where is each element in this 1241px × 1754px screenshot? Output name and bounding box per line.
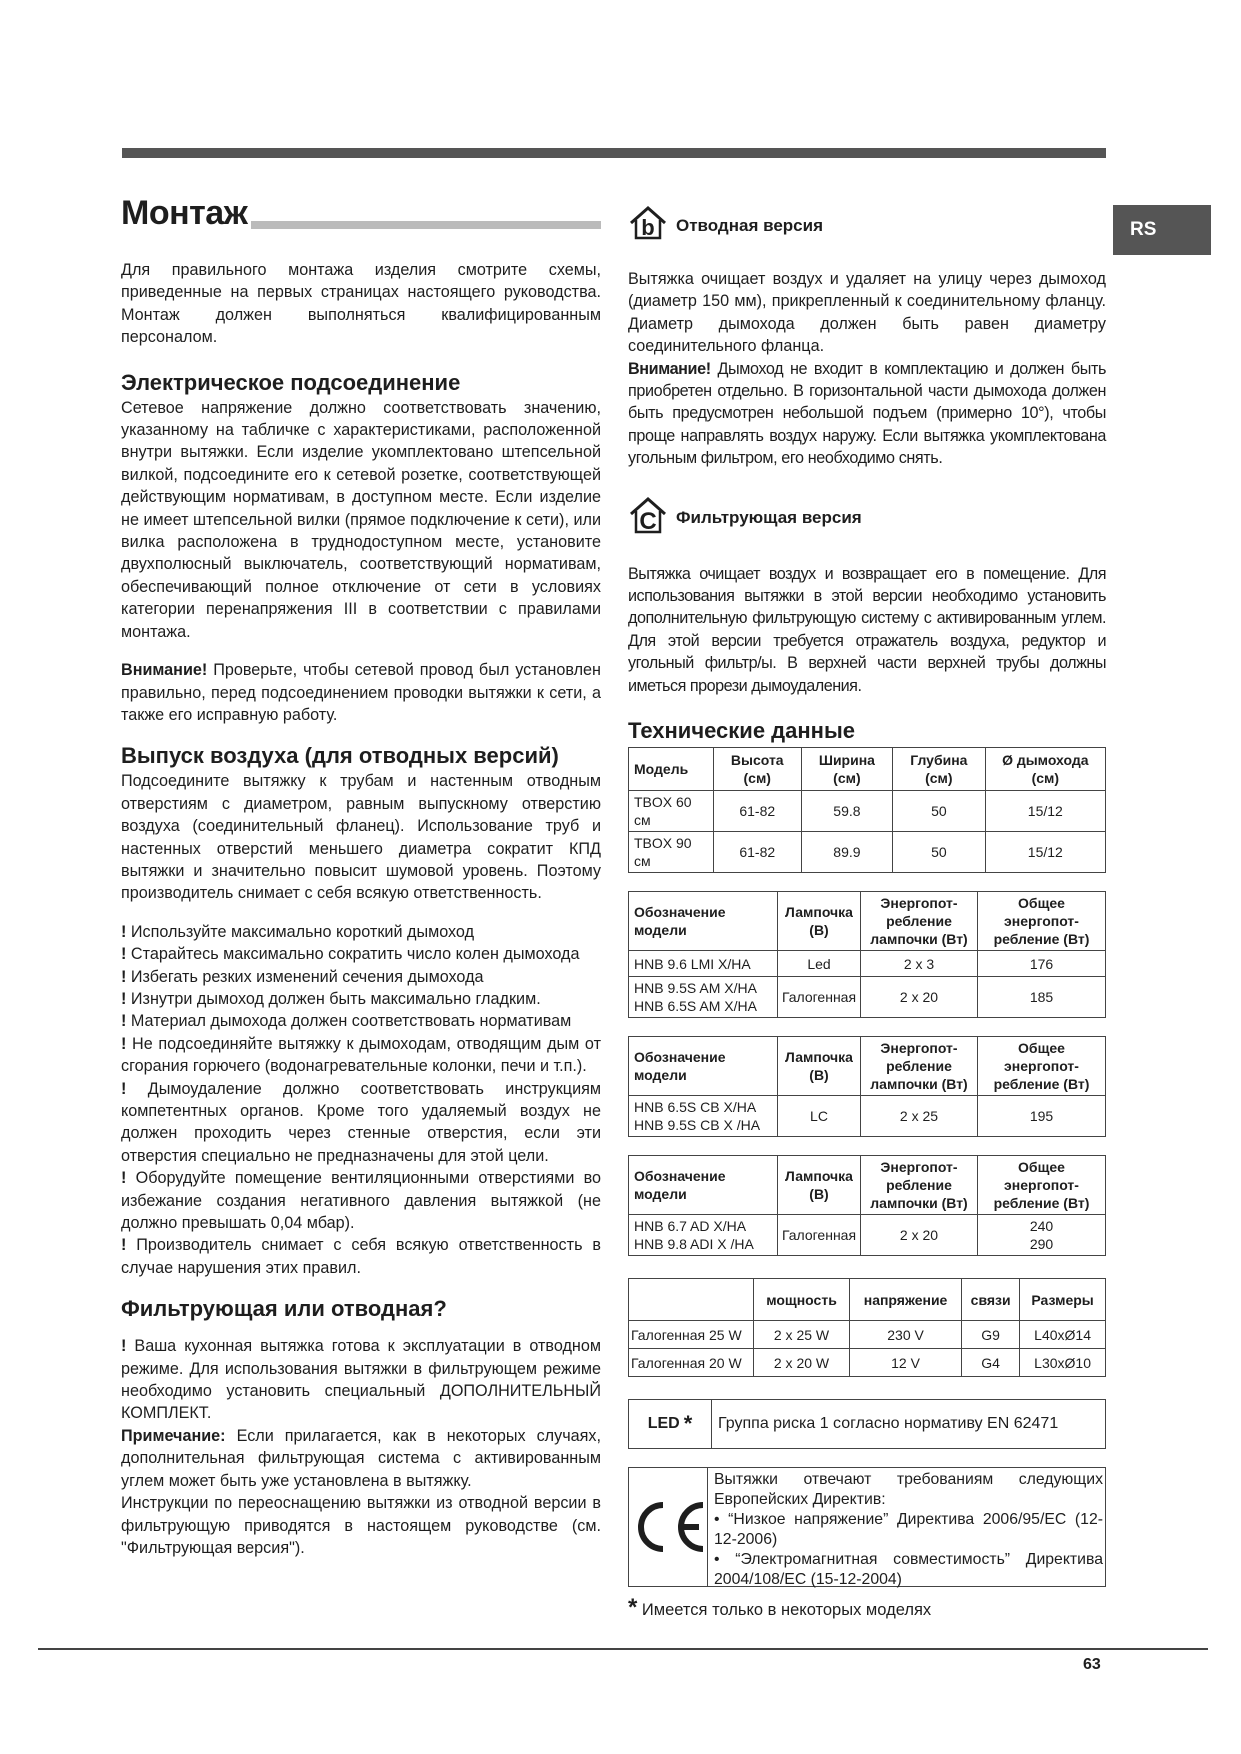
- page-number: 63: [1083, 1656, 1101, 1673]
- ce-mark-icon: [629, 1468, 708, 1586]
- list-item: ! Старайтесь максимально сократить число колен дымохода: [121, 945, 580, 964]
- list-item: ! Используйте максимально короткий дымоход: [121, 922, 475, 941]
- led-text: Группа риска 1 согласно нормативу EN 62471: [718, 1415, 1059, 1433]
- table-row: Галогенная 25 W 2 x 25 W 230 V G9 L40xØ14: [629, 1321, 1106, 1349]
- ducted-warning: Внимание! Дымоход не входит в комплектацию и должен быть приобретен отдельно. В горизонтальной части дымохода должен быть предусмотрен небольшой подъем (примерно 10°), чтобы проще направлять воздух наружу. Если вытяжка укомплектована угольным фильтром, его необходимо снять.: [628, 359, 1106, 468]
- table-row: HNB 9.5S AM X/HA HNB 6.5S AM X/HA Галогенная 2 x 20 185: [629, 977, 1106, 1018]
- electrical-warning: [121, 659, 601, 726]
- ce-text: Вытяжки отвечают требованиям следующих Европейских Директив: • “Низкое напряжение” Директива 2006/95/EC (12-12-2006) • “Электромагнитная совместимость” Директива 2004/108/EC (15-12-2004): [714, 1471, 1103, 1589]
- exhaust-rules-list: [121, 921, 601, 1280]
- filter-heading: C Фильтрующая версия: [628, 496, 1106, 541]
- svg-text:C: C: [639, 507, 657, 535]
- choice-note: Примечание: Если прилагается, как в некоторых случаях, дополнительная фильтрующая система с активированным углем может быть уже установлена в вытяжку.: [121, 1426, 601, 1490]
- choice-text: ! Ваша кухонная вытяжка готова к эксплуатации в отводном режиме. Для использования вытяжки в фильтрующем режиме необходимо установить специальный ДОПОЛНИТЕЛЬНЫЙ КОМПЛЕКТ.: [121, 1337, 601, 1423]
- ducted-text: Вытяжка очищает воздух и удаляет на улицу через дымоход (диаметр 150 мм), прикрепленный к соединительному фланцу. Диаметр дымохода должен быть равен диаметру соединительного фланца.: [628, 270, 1106, 356]
- svg-text:b: b: [641, 215, 655, 240]
- footer-rule: [38, 1648, 1208, 1650]
- filter-version-icon: [628, 496, 668, 541]
- table-header-row: Обозначение модели Лампочка (В) Энергопот- ребление лампочки (Вт) Общее энергопот- ребление (Вт): [629, 1037, 1106, 1096]
- table-header-row: мощность напряжение связи Размеры: [629, 1279, 1106, 1321]
- lamp-table: [628, 1278, 1106, 1377]
- ducted-version-icon: [628, 205, 668, 246]
- ce-directives-box: [628, 1467, 1106, 1587]
- choice-heading: Фильтрующая или отводная?: [121, 1296, 447, 1322]
- list-item: ! Материал дымохода должен соответствовать нормативам: [121, 1012, 572, 1031]
- table-row: TBOX 90 см 61-82 89.9 50 15/12: [629, 832, 1106, 873]
- electrical-heading: Электрическое подсоединение: [121, 369, 461, 395]
- dimensions-table: [628, 747, 1106, 873]
- title-underline: [251, 221, 601, 229]
- intro-text: Для правильного монтажа изделия смотрите схемы, приведенные на первых страницах настоящего руководства. Монтаж должен выполняться квалифицированным персоналом.: [121, 261, 601, 347]
- ducted-heading: b Отводная версия: [628, 205, 1106, 246]
- power-table-2: [628, 1036, 1106, 1137]
- list-item: ! Дымоудаление должно соответствовать инструкциям компетентных органов. Кроме того удаляемый воздух не должен проходить через стенные отверстия, если эти отверстия специально не предназначены для этой цели.: [121, 1079, 602, 1165]
- warning-text: Проверьте, чтобы сетевой провод был установлен правильно, перед подсоединением проводки вытяжки к сети, а также его исправную работу.: [121, 661, 601, 724]
- table-row: TBOX 60 см 61-82 59.8 50 15/12: [629, 791, 1106, 832]
- page-title: Монтаж: [121, 194, 248, 232]
- choice-instructions: Инструкции по переоснащению вытяжки из отводной версии в фильтрующую приводятся в настоящем руководстве (см. "Фильтрующая версия").: [121, 1494, 601, 1557]
- table-header-row: Обозначение модели Лампочка (В) Энергопот- ребление лампочки (Вт) Общее энергопот- ребление (Вт): [629, 892, 1106, 951]
- left-column: [121, 193, 601, 1559]
- exhaust-heading: Выпуск воздуха (для отводных версий): [121, 743, 559, 769]
- table-header-row: Модель Высота (см) Ширина (см) Глубина (см) Ø дымохода (см): [629, 748, 1106, 791]
- list-item: ! Производитель снимает с себя всякую ответственность в случае нарушения этих правил.: [121, 1236, 602, 1277]
- list-item: ! Избегать резких изменений сечения дымохода: [121, 967, 484, 986]
- note-label: Примечание:: [121, 1426, 226, 1445]
- tech-heading: Технические данные: [628, 718, 855, 744]
- right-column: [628, 205, 1106, 1622]
- filter-text: Вытяжка очищает воздух и возвращает его в помещение. Для использования вытяжки в этой версии необходимо установить дополнительную фильтрующую систему с активированным углем. Для этой версии требуется отражатель воздуха, редуктор и угольный фильтр/ы. В верхней части верхней трубы должны иметься прорези дымоудаления.: [628, 564, 1106, 695]
- warning-label: Внимание!: [121, 661, 208, 680]
- table-row: HNB 6.5S CB X/HA HNB 9.5S CB X /HA LC 2 x 25 195: [629, 1096, 1106, 1137]
- list-item: ! Не подсоединяйте вытяжку к дымоходам, отводящим дым от сгорания горючего (водонагревательные колонки, печи и т.п.).: [121, 1034, 601, 1076]
- list-item: ! Изнутри дымоход должен быть максимально гладким.: [121, 989, 541, 1008]
- table-row: Галогенная 20 W 2 x 20 W 12 V G4 L30xØ10: [629, 1349, 1106, 1377]
- power-table-1: [628, 891, 1106, 1018]
- language-tab: RS: [1113, 205, 1211, 255]
- table-header-row: Обозначение модели Лампочка (В) Энергопот- ребление лампочки (Вт) Общее энергопот- ребление (Вт): [629, 1156, 1106, 1215]
- led-label: LED *: [629, 1400, 712, 1448]
- exhaust-text: Подсоедините вытяжку к трубам и настенным отводным отверстиям с диаметром, равным выпускному отверстию воздуха (соединительный фланец). Использование труб и настенных отверстий меньшего диаметра сократит КПД вытяжки и значительно повысит шумовой уровень. Поэтому производитель снимает с себя всякую ответственность.: [121, 772, 601, 903]
- electrical-text: Сетевое напряжение должно соответствовать значению, указанному на табличке с характеристиками, расположенной внутри вытяжки. Если изделие укомплектовано штепсельной вилкой, подсоедините его к сетевой розетке, соответствующей действующим нормативам, в доступном месте. Если изделие не имеет штепсельной вилки (прямое подключение к сети), или вилка расположена в труднодоступном месте, установите двухполюсный выключатель, соответствующий нормативам, обеспечивающий полное отключение от сети в условиях категории перенапряжения III в соответствии с правилами монтажа.: [121, 398, 601, 641]
- footnote: * Имеется только в некоторых моделях: [628, 1594, 932, 1622]
- power-table-3: [628, 1155, 1106, 1256]
- table-row: HNB 6.7 AD X/HA HNB 9.8 ADI X /HA Галогенная 2 x 20 240 290: [629, 1215, 1106, 1256]
- led-risk-box: [628, 1399, 1106, 1449]
- table-row: HNB 9.6 LMI X/HA Led 2 x 3 176: [629, 951, 1106, 977]
- list-item: ! Оборудуйте помещение вентиляционными отверстиями во избежание создания негативного давления вытяжкой (не должно превышать 0,04 мбар).: [121, 1169, 602, 1233]
- header-rule: [122, 148, 1106, 158]
